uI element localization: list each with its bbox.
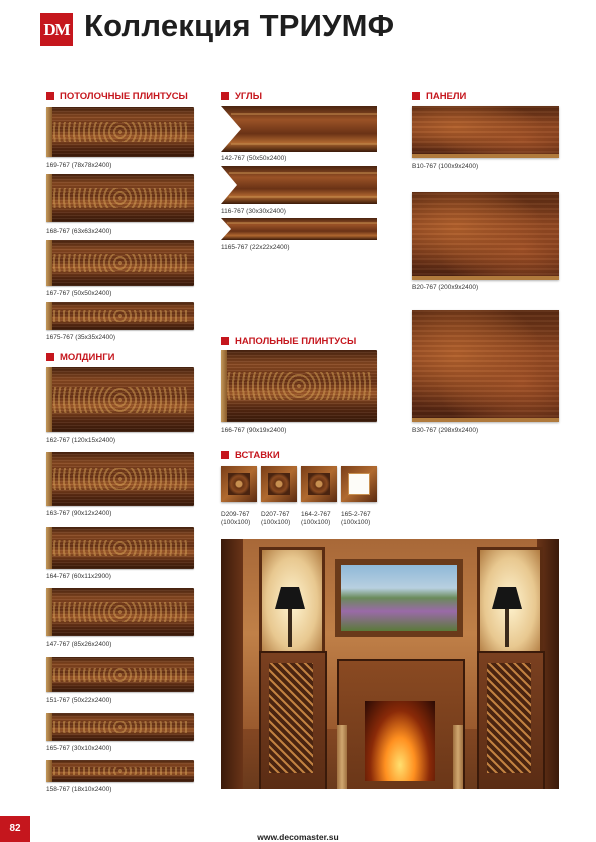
panel-image (412, 192, 559, 280)
cabinet-lattice (487, 663, 531, 773)
insert-image (261, 466, 297, 502)
ceiling-item-caption: 168-767 (63х63х2400) (46, 228, 112, 235)
molding-item-caption: 165-767 (30х10х2400) (46, 745, 112, 752)
fireplace-fire (365, 701, 435, 781)
brand-logo: DM (40, 13, 73, 46)
panel-image (412, 106, 559, 158)
molding-profile-image (46, 367, 194, 432)
molding-item-caption: 163-767 (90х12х2400) (46, 510, 112, 517)
molding-profile-image (46, 527, 194, 569)
panel-item-caption: B10-767 (100х9х2400) (412, 163, 479, 170)
insert-code: D207-767 (261, 511, 290, 518)
molding-item-caption: 158-767 (18х10х2400) (46, 786, 112, 793)
insert-code: D209-767 (221, 511, 250, 518)
section-moldings-title: МОЛДИНГИ (46, 352, 114, 364)
insert-size: (100х100) (221, 519, 251, 526)
panel-item-caption: B30-767 (298х9х2400) (412, 427, 479, 434)
ceiling-profile-image (46, 107, 194, 157)
painting-frame (335, 559, 463, 637)
insert-code: 164-2-767 (301, 511, 331, 518)
right-cabinet (477, 651, 545, 789)
ceiling-item-caption: 167-767 (50х50х2400) (46, 290, 112, 297)
left-pilaster (221, 539, 243, 789)
insert-caption (221, 511, 250, 527)
fireplace-mantel (337, 659, 465, 789)
insert-size: (100х100) (341, 519, 371, 526)
cabinet-lattice (269, 663, 313, 773)
corner-item-caption: 116-767 (30х30х2400) (221, 208, 286, 215)
molding-item-caption: 164-767 (60х11х2900) (46, 573, 111, 580)
section-floor-title: НАПОЛЬНЫЕ ПЛИНТУСЫ (221, 336, 356, 348)
molding-profile-image (46, 657, 194, 692)
painting-landscape (341, 565, 457, 631)
insert-size: (100х100) (261, 519, 291, 526)
corner-profile-image (221, 106, 377, 152)
candle-stand (337, 725, 347, 789)
insert-caption (261, 511, 290, 527)
molding-profile-image (46, 588, 194, 636)
panel-image (412, 310, 559, 422)
molding-item-caption: 151-767 (50х22х2400) (46, 697, 112, 704)
insert-image (301, 466, 337, 502)
corner-profile-image (221, 166, 377, 204)
insert-caption (301, 511, 331, 527)
corner-item-caption: 1165-767 (22х22х2400) (221, 244, 290, 251)
section-inserts-title: ВСТАВКИ (221, 450, 280, 462)
corner-item-caption: 142-767 (50х50х2400) (221, 155, 287, 162)
molding-item-caption: 147-767 (85х26х2400) (46, 641, 112, 648)
ceiling-profile-image (46, 302, 194, 330)
page-number: 82 (0, 816, 30, 842)
lamp-stand-left (288, 609, 292, 647)
ceiling-item-caption: 169-767 (78х78х2400) (46, 162, 112, 169)
interior-photo (221, 539, 559, 789)
section-panels-title: ПАНЕЛИ (412, 91, 466, 103)
footer-url[interactable]: www.decomaster.su (257, 832, 339, 842)
section-corners-title: УГЛЫ (221, 91, 262, 103)
candle-stand (453, 725, 463, 789)
ceiling-profile-image (46, 174, 194, 222)
floor-item-caption: 166-767 (90х19х2400) (221, 427, 287, 434)
molding-profile-image (46, 760, 194, 782)
section-ceiling-title: ПОТОЛОЧНЫЕ ПЛИНТУСЫ (46, 91, 188, 103)
ceiling-item-caption: 1675-767 (35х35х2400) (46, 334, 116, 341)
insert-image (341, 466, 377, 502)
corner-profile-image (221, 218, 377, 240)
insert-image (221, 466, 257, 502)
molding-profile-image (46, 713, 194, 741)
molding-profile-image (46, 452, 194, 506)
molding-item-caption: 162-767 (120х15х2400) (46, 437, 116, 444)
lamp-stand-right (505, 609, 509, 647)
insert-size: (100х100) (301, 519, 331, 526)
ceiling-profile-image (46, 240, 194, 286)
floor-profile-image (221, 350, 377, 422)
panel-item-caption: B20-767 (200х9х2400) (412, 284, 479, 291)
insert-caption (341, 511, 371, 527)
insert-code: 165-2-767 (341, 511, 371, 518)
page-title: Коллекция ТРИУМФ (84, 8, 395, 43)
left-cabinet (259, 651, 327, 789)
